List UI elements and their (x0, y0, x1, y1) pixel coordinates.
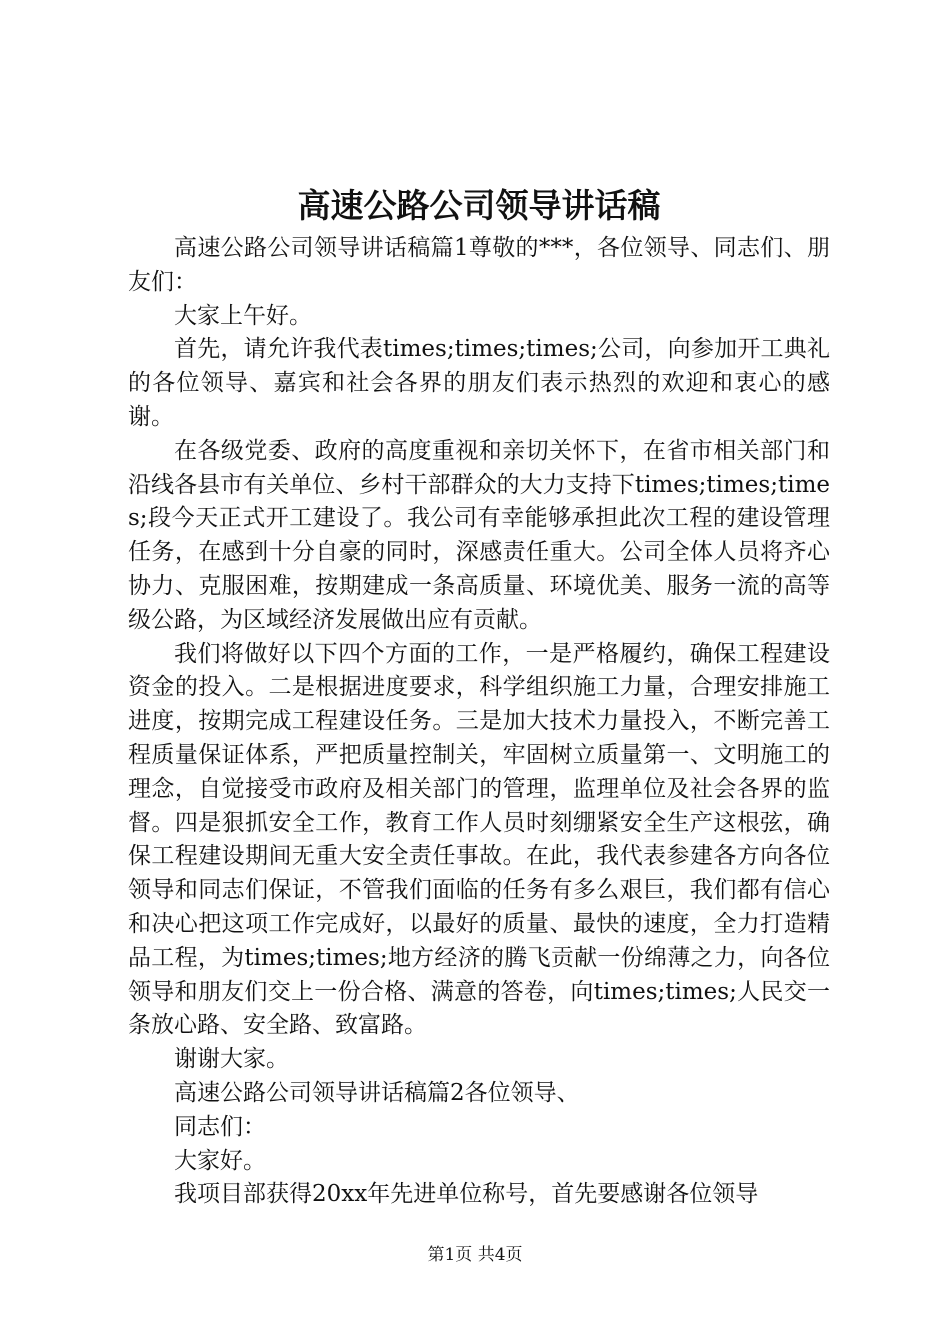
document-title: 高速公路公司领导讲话稿 (297, 186, 661, 225)
paragraph: 首先，请允许我代表times;times;times;公司，向参加开工典礼的各位领导、嘉宾和社会各界的朋友们表示热烈的欢迎和衷心的感谢。 (128, 336, 830, 430)
paragraph: 大家好。 (174, 1147, 266, 1174)
paragraph: 谢谢大家。 (174, 1046, 289, 1073)
paragraph: 大家上午好。 (174, 302, 312, 329)
page-number-footer: 第1页 共4页 (427, 1245, 523, 1265)
paragraph: 同志们： (174, 1113, 266, 1140)
paragraph: 高速公路公司领导讲话稿篇2各位领导、 (174, 1079, 580, 1106)
paragraph: 在各级党委、政府的高度重视和亲切关怀下，在省市相关部门和沿线各县市有关单位、乡村干部群众的大力支持下times;times;times;段今天正式开工建设了。我公司有幸能够承担此次工程的建设管理任务，在感到十分自豪的同时，深感责任重大。公司全体人员将齐心协力、克服困难，按期建成一条高质量、环境优美、服务一流的高等级公路，为区域经济发展做出应有贡献。 (128, 437, 830, 633)
paragraph: 我们将做好以下四个方面的工作，一是严格履约，确保工程建设资金的投入。二是根据进度要求，科学组织施工力量，合理安排施工进度，按期完成工程建设任务。三是加大技术力量投入，不断完善工程质量保证体系，严把质量控制关，牢固树立质量第一、文明施工的理念，自觉接受市政府及相关部门的管理，监理单位及社会各界的监督。四是狠抓安全工作，教育工作人员时刻绷紧安全生产这根弦，确保工程建设期间无重大安全责任事故。在此，我代表参建各方向各位领导和同志们保证，不管我们面临的任务有多么艰巨，我们都有信心和决心把这项工作完成好，以最好的质量、最快的速度，全力打造精品工程，为times;times;地方经济的腾飞贡献一份绵薄之力，向各位领导和朋友们交上一份合格、满意的答卷，向times;times;人民交一条放心路、安全路、致富路。 (128, 640, 830, 1039)
paragraph: 高速公路公司领导讲话稿篇1尊敬的***，各位领导、同志们、朋友们： (128, 235, 830, 295)
paragraph: 我项目部获得20xx年先进单位称号，首先要感谢各位领导 (174, 1181, 759, 1208)
document-body (128, 232, 830, 1212)
